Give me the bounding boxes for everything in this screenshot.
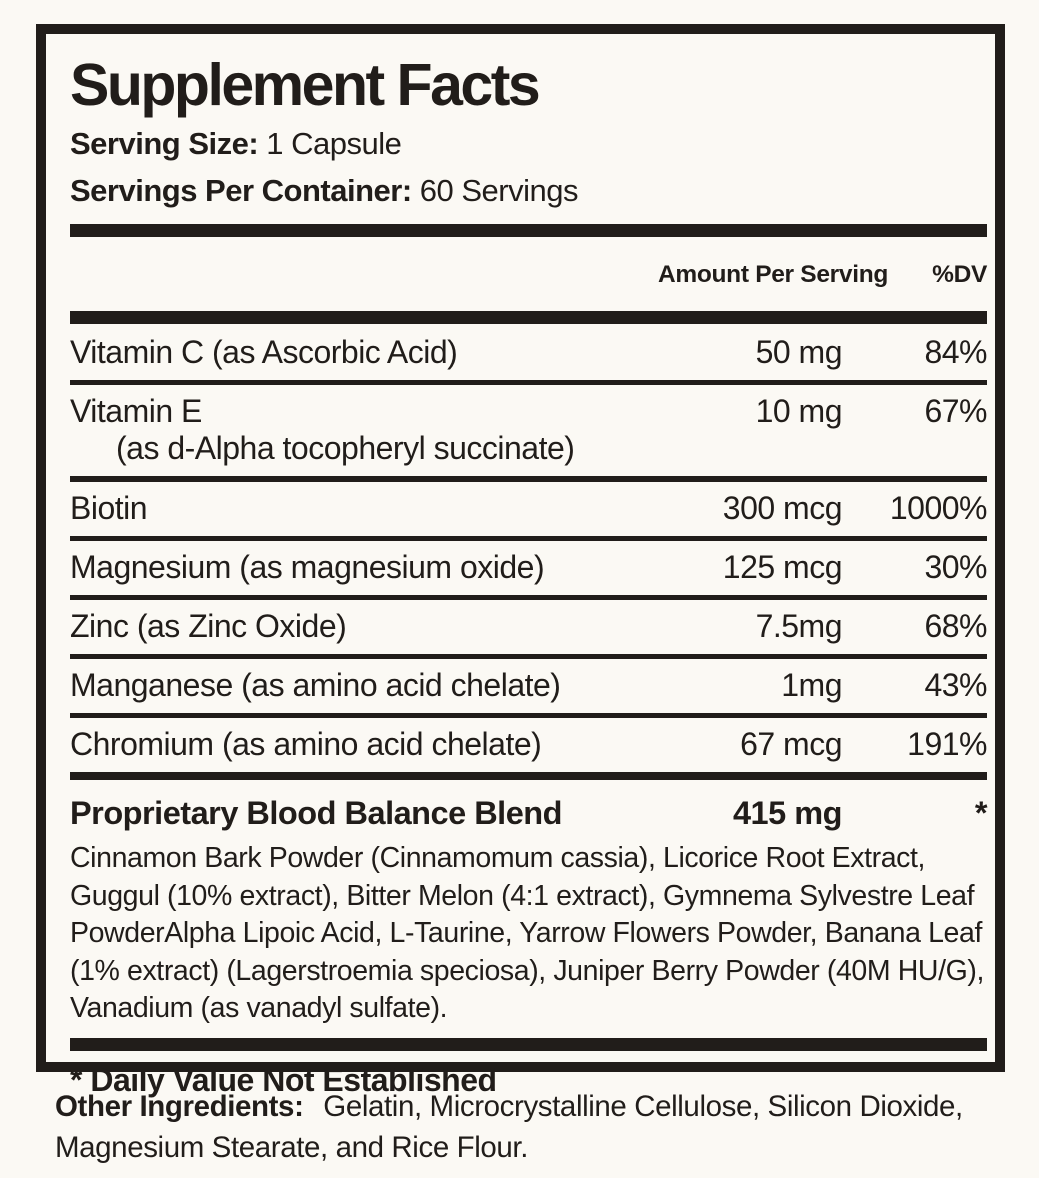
other-ingredients-value: Gelatin, Microcrystalline Cellulose, Silicon Dioxide, Magnesium Stearate, and Rice Flour. [55,1090,963,1164]
nutrient-name: Chromium (as amino acid chelate) [70,726,542,762]
column-header-amount: Amount Per Serving [657,261,889,288]
nutrient-name: Manganese (as amino acid chelate) [70,667,561,703]
blend-header-row [70,780,987,836]
nutrient-row-manganese [70,659,987,718]
serving-size-line [70,126,987,162]
nutrient-row-biotin [70,482,987,541]
servings-per-container-value: 60 Servings [411,173,578,208]
other-ingredients-line [55,1086,1005,1168]
daily-value-footnote: * Daily Value Not Established [70,1061,497,1098]
serving-size-label: Serving Size: [70,126,259,161]
nutrient-row-vitamin-c [70,324,987,385]
nutrient-dv: 30% [924,549,987,585]
nutrient-amount: 67 mcg [740,726,842,762]
supplement-facts-panel [36,24,1005,1098]
nutrient-amount: 1mg [781,667,842,703]
column-header-dv: %DV [932,261,987,288]
servings-per-container-line [70,173,987,209]
nutrient-dv: 84% [924,334,987,370]
nutrient-name-subline: (as d-Alpha tocopheryl succinate) [116,430,575,466]
separator-bar-header [70,311,987,324]
column-header-row [70,237,987,311]
nutrient-dv: 191% [907,726,987,762]
nutrient-name: Vitamin E (as d-Alpha tocopheryl succinate) [70,393,652,467]
separator-bar-top [70,224,987,237]
nutrient-amount: 7.5mg [755,608,842,644]
nutrient-amount: 300 mcg [722,490,842,526]
nutrient-name: Magnesium (as magnesium oxide) [70,549,545,585]
nutrient-dv: 1000% [889,490,987,526]
nutrient-amount: 50 mg [755,334,842,370]
nutrient-name: Biotin [70,490,148,526]
other-ingredients-label: Other Ingredients: [55,1090,304,1123]
nutrient-name: Zinc (as Zinc Oxide) [70,608,347,644]
nutrient-dv: 68% [924,608,987,644]
panel-title: Supplement Facts [70,52,539,118]
separator-bar-footnote [70,1038,987,1051]
servings-per-container-label: Servings Per Container: [70,173,412,208]
nutrient-row-zinc [70,600,987,659]
blend-description: Cinnamon Bark Powder (Cinnamomum cassia), Licorice Root Extract, Guggul (10% extract), Bitter Melon (4:1 extract), Gymnema Sylvestre Leaf PowderAlpha Lipoic Acid, L-Taurine, Yarrow Flowers Powder, Banana Leaf (1% extract) (Lagerstroemia speciosa), Juniper Berry Powder (40M HU/G), Vanadium (as vanadyl sulfate). [70,842,984,1024]
nutrient-amount: 10 mg [755,393,842,429]
nutrient-dv: 43% [924,667,987,703]
blend-dv: * [974,795,987,831]
nutrient-row-vitamin-e [70,385,987,482]
blend-name: Proprietary Blood Balance Blend [70,795,562,831]
nutrient-amount: 125 mcg [722,549,842,585]
nutrient-dv: 67% [924,393,987,429]
nutrient-name: Vitamin C (as Ascorbic Acid) [70,334,458,370]
nutrient-row-magnesium [70,541,987,600]
serving-size-value: 1 Capsule [258,126,402,161]
blend-amount: 415 mg [732,795,842,831]
nutrient-row-chromium [70,718,987,780]
